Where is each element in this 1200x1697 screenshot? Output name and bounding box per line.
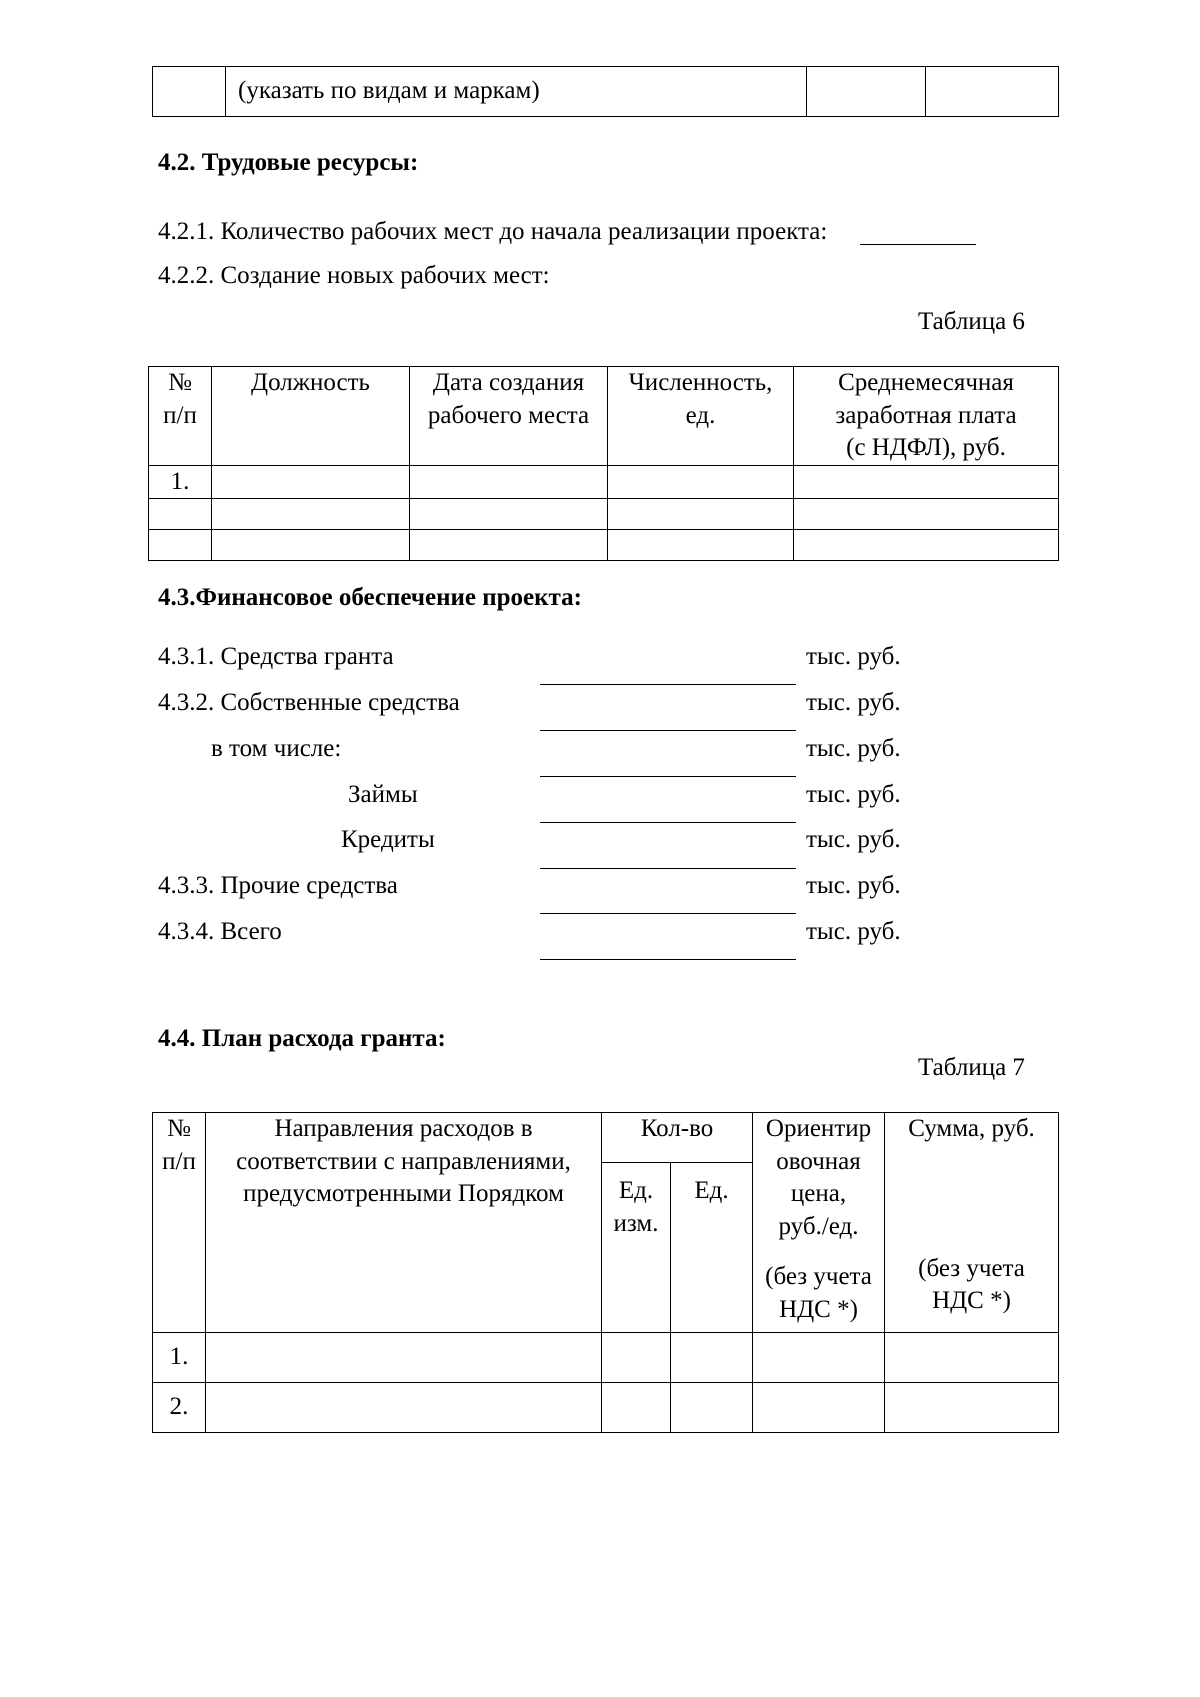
header-text: (без учета	[765, 1263, 872, 1290]
workplaces-before-field[interactable]	[860, 244, 976, 245]
top-table-label-cell: (указать по видам и маркам)	[226, 67, 807, 117]
own-amount-field[interactable]	[540, 730, 796, 731]
unit-label: тыс. руб.	[806, 918, 901, 945]
header-text: №	[168, 369, 192, 396]
table-7-header-sum	[885, 1113, 1059, 1333]
table-6	[148, 366, 1059, 561]
finance-item-other: 4.3.3. Прочие средства	[158, 872, 398, 899]
row-num: 1.	[149, 465, 212, 499]
table-6-header-salary	[794, 367, 1059, 466]
table-cell[interactable]	[671, 1383, 753, 1433]
table-cell[interactable]	[753, 1383, 885, 1433]
table-cell[interactable]	[149, 499, 212, 530]
header-text: Среднемесячная	[838, 369, 1014, 396]
unit-label: тыс. руб.	[806, 826, 901, 853]
table-6-header-count	[608, 367, 794, 466]
table-cell[interactable]	[885, 1333, 1059, 1383]
header-text: (с НДФЛ), руб.	[846, 434, 1006, 461]
table-7-header-num	[153, 1113, 206, 1333]
table-7-header-price	[753, 1113, 885, 1333]
header-text: Сумма, руб.	[908, 1115, 1035, 1142]
table-cell[interactable]	[602, 1333, 671, 1383]
top-table-cell[interactable]	[926, 67, 1059, 117]
table-cell[interactable]	[671, 1333, 753, 1383]
table-cell[interactable]	[149, 530, 212, 561]
header-text: руб./ед.	[778, 1212, 859, 1240]
table-row	[153, 1383, 1059, 1433]
header-text: цена,	[790, 1180, 847, 1207]
table-cell[interactable]	[608, 465, 794, 499]
total-amount-field[interactable]	[540, 959, 796, 960]
table-6-header-position	[212, 367, 410, 466]
loans-amount-field[interactable]	[540, 822, 796, 823]
table-cell[interactable]	[602, 1383, 671, 1433]
header-text: изм.	[613, 1209, 659, 1237]
table-6-header-date	[410, 367, 608, 466]
header-text: овочная	[776, 1147, 861, 1175]
header-text: п/п	[163, 401, 197, 429]
unit-label: тыс. руб.	[806, 872, 901, 899]
unit-label: тыс. руб.	[806, 781, 901, 808]
table-7-caption: Таблица 7	[918, 1054, 1025, 1081]
finance-item-own: 4.3.2. Собственные средства	[158, 689, 460, 716]
item-4-2-2: 4.2.2. Создание новых рабочих мест:	[158, 262, 550, 289]
including-amount-field[interactable]	[540, 776, 796, 777]
top-table-num-cell[interactable]	[153, 67, 226, 117]
table-7	[152, 1112, 1059, 1433]
table-row	[149, 499, 1059, 530]
header-text: Ориентир	[765, 1115, 872, 1142]
table-cell[interactable]	[794, 465, 1059, 499]
row-num: 2.	[153, 1383, 206, 1433]
other-amount-field[interactable]	[540, 913, 796, 914]
table-7-header-row	[153, 1113, 1059, 1163]
section-4-2-heading: 4.2. Трудовые ресурсы:	[158, 149, 419, 176]
header-text: Ед.	[618, 1177, 654, 1204]
table-cell[interactable]	[410, 530, 608, 561]
top-table	[152, 66, 1059, 117]
unit-label: тыс. руб.	[806, 689, 901, 716]
table-cell[interactable]	[885, 1383, 1059, 1433]
table-cell[interactable]	[794, 499, 1059, 530]
header-text: Дата создания	[432, 369, 585, 396]
header-text: Должность	[251, 369, 370, 396]
header-text: заработная плата	[835, 401, 1017, 429]
finance-item-grant: 4.3.1. Средства гранта	[158, 643, 394, 670]
header-text: НДС *)	[932, 1287, 1011, 1314]
table-7-header-unit	[602, 1163, 671, 1333]
finance-item-total: 4.3.4. Всего	[158, 918, 282, 945]
header-text: рабочего места	[427, 401, 590, 429]
header-text: предусмотренными Порядком	[243, 1180, 564, 1207]
header-text: Ед.	[694, 1177, 729, 1204]
unit-label: тыс. руб.	[806, 735, 901, 762]
header-text: соответствии с направлениями,	[236, 1147, 571, 1175]
finance-item-credits: Кредиты	[341, 826, 435, 853]
table-cell[interactable]	[206, 1333, 602, 1383]
table-cell[interactable]	[212, 499, 410, 530]
table-cell[interactable]	[794, 530, 1059, 561]
item-4-2-1: 4.2.1. Количество рабочих мест до начала реализации проекта:	[158, 218, 828, 245]
header-text: НДС *)	[779, 1295, 858, 1323]
header-text: Направления расходов в	[274, 1115, 533, 1142]
table-row	[149, 465, 1059, 499]
section-4-3-heading: 4.3.Финансовое обеспечение проекта:	[158, 584, 582, 611]
table-cell[interactable]	[410, 499, 608, 530]
unit-label: тыс. руб.	[806, 643, 901, 670]
table-cell[interactable]	[212, 465, 410, 499]
table-cell[interactable]	[410, 465, 608, 499]
row-num: 1.	[153, 1333, 206, 1383]
header-text: ед.	[685, 401, 716, 429]
finance-item-loans: Займы	[348, 781, 418, 808]
header-text: №	[167, 1115, 191, 1142]
grant-amount-field[interactable]	[540, 684, 796, 685]
table-cell[interactable]	[608, 530, 794, 561]
header-text: Кол-во	[640, 1115, 714, 1142]
table-cell[interactable]	[753, 1333, 885, 1383]
credits-amount-field[interactable]	[540, 868, 796, 869]
table-7-header-qty	[602, 1113, 753, 1163]
table-cell[interactable]	[212, 530, 410, 561]
table-row	[153, 1333, 1059, 1383]
table-6-header-num	[149, 367, 212, 466]
table-7-header-direction	[206, 1113, 602, 1333]
table-6-header-row	[149, 367, 1059, 466]
section-4-4-heading: 4.4. План расхода гранта:	[158, 1025, 446, 1052]
table-cell[interactable]	[206, 1383, 602, 1433]
header-text: п/п	[162, 1147, 196, 1175]
table-7-header-ed	[671, 1163, 753, 1333]
finance-item-including: в том числе:	[211, 735, 342, 762]
table-6-caption: Таблица 6	[918, 308, 1025, 335]
header-text: Численность,	[628, 369, 773, 396]
header-text: (без учета	[918, 1254, 1025, 1282]
table-cell[interactable]	[608, 499, 794, 530]
table-row	[149, 530, 1059, 561]
top-table-cell[interactable]	[807, 67, 926, 117]
